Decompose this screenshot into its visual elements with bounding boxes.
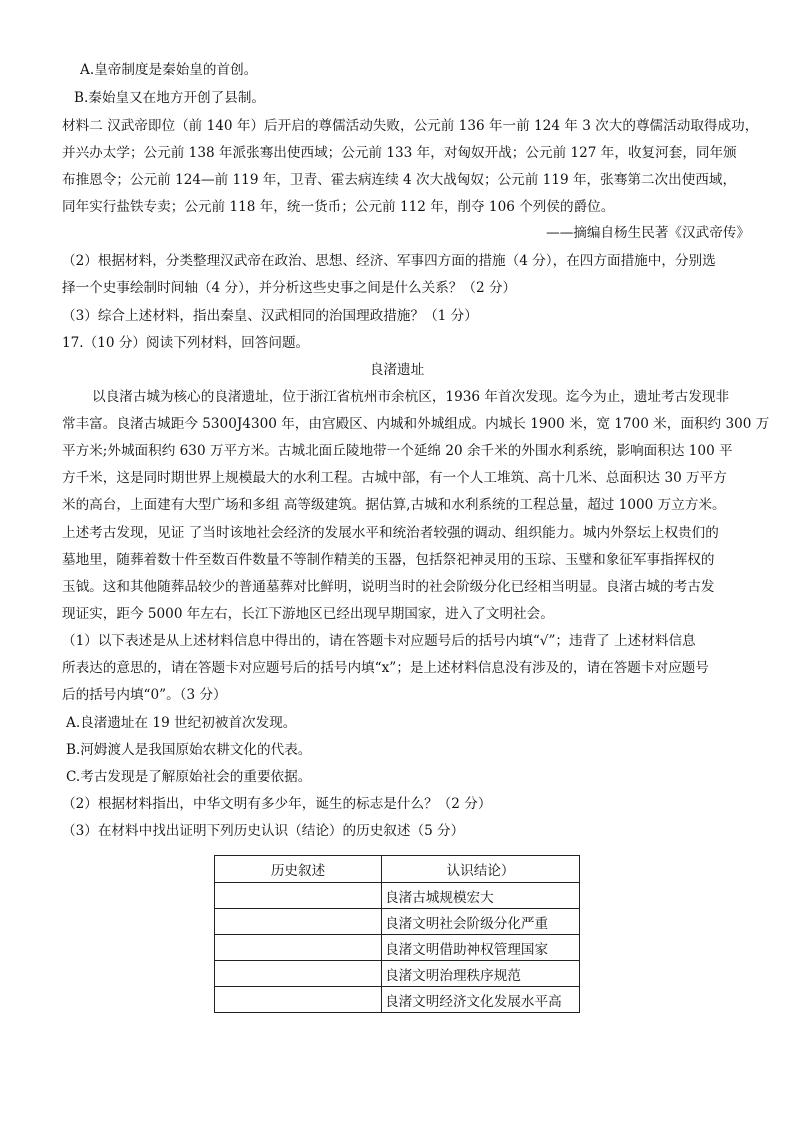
material2-line: 材料二 汉武帝即位（前 140 年）后开启的尊儒活动失败，公元前 136 年一前 124 年 3 次大的尊儒活动取得成功， [62, 118, 759, 134]
q17-part2: （2）根据材料指出，中华文明有多少年，诞生的标志是什么？（2 分） [62, 796, 492, 812]
narrative-cell [215, 909, 382, 935]
paragraph-line: 上述考古发现，见证 了当时该地社会经济的发展水平和统治者较强的调动、组织能力。城内外祭坛上权贵们的 [62, 525, 719, 541]
q16-part3: （3）综合上述材料，指出秦皇、汉武相同的治国理政措施？（1 分） [62, 308, 478, 324]
option-b-prev: B.秦始皇又在地方开创了县制。 [74, 90, 266, 106]
material2-line: 布推恩令；公元前 124—前 119 年，卫青、霍去病连续 4 次大战匈奴；公元前 119 年，张骞第二次出使西域， [62, 172, 737, 188]
option-b: B.河姆渡人是我国原始农耕文化的代表。 [66, 742, 312, 758]
narrative-cell [215, 935, 382, 961]
q17-part3: （3）在材料中找出证明下列历史认识（结论）的历史叙述（5 分） [62, 823, 465, 839]
table-row [215, 935, 580, 961]
q17-part1: （1）以下表述是从上述材料信息中得出的，请在答题卡对应题号后的括号内填“√”；违背了 上述材料信息 [62, 633, 696, 649]
q17-heading: 17.（10 分）阅读下列材料，回答问题。 [62, 335, 310, 351]
narrative-cell [215, 883, 382, 909]
header-conclusion: 认识结论） [382, 856, 580, 883]
material2-line: 并兴办太学；公元前 138 年派张骞出使西域；公元前 133 年，对匈奴开战；公元前 127 年，收复河套，同年颁 [62, 145, 737, 161]
paragraph-line: 常丰富。良渚古城距今 5300J4300 年，由宫殿区、内城和外城组成。内城长 1900 米，宽 1700 米，面积约 300 万 [62, 416, 770, 432]
paragraph-line: 以良渚古城为核心的良渚遗址，位于浙江省杭州市余杭区，1936 年首次发现。迄今为止，遗址考古发现非 [92, 389, 730, 405]
table-row [215, 883, 580, 909]
paragraph-line: 平方米;外城面积约 630 万平方米。古城北面丘陵地带一个延绵 20 余千米的外围水利系统，影响面积达 100 平 [62, 443, 733, 459]
conclusion-cell: 良渚文明社会阶级分化严重 [382, 909, 580, 935]
paragraph-line: 墓地里，随葬着数十件至数百件数量不等制作精美的玉器，包括祭祀神灵用的玉琮、玉璧和象征军事指挥权的 [62, 552, 715, 568]
conclusion-cell: 良渚古城规模宏大 [382, 883, 580, 909]
paragraph-line: 方千米，这是同时期世界上规模最大的水利工程。古城中部，有一个人工堆筑、高十几米、总面积达 30 万平方 [62, 470, 727, 486]
paragraph-line: 玉钺。这和其他随葬品较少的普通墓葬对比鲜明，说明当时的社会阶级分化已经相当明显。良渚古城的考古发 [62, 579, 715, 595]
option-c: C.考古发现是了解原始社会的重要依据。 [66, 769, 312, 785]
q16-part2: （2）根据材料，分类整理汉武帝在政治、思想、经济、军事四方面的措施（4 分），在四方面措施中，分别选 [62, 253, 716, 269]
material2-source: ——摘编自杨生民著《汉武帝传》 [546, 225, 750, 241]
option-a: A.良渚遗址在 19 世纪初被首次发现。 [66, 715, 297, 731]
conclusion-cell: 良渚文明借助神权管理国家 [382, 935, 580, 961]
table-header-row [215, 856, 580, 883]
header-narrative: 历史叙述 [215, 856, 382, 883]
table-row [215, 909, 580, 935]
q17-part1: 后的括号内填“0”。（3 分） [62, 687, 227, 703]
conclusion-cell: 良渚文明经济文化发展水平高 [382, 987, 580, 1013]
q17-part1: 所表达的意思的，请在答题卡对应题号后的括号内填“x”；是上述材料信息没有涉及的，请在答题卡对应题号 [62, 660, 709, 676]
table-row [215, 987, 580, 1013]
paragraph-line: 米的高台，上面建有大型广场和多组 高等级建筑。据估算,古城和水利系统的工程总量，超过 1000 万立方米。 [62, 497, 726, 513]
narrative-cell [215, 961, 382, 987]
history-table [214, 855, 580, 1013]
narrative-cell [215, 987, 382, 1013]
q17-title: 良渚遗址 [369, 362, 425, 378]
conclusion-cell: 良渚文明治理秩序规范 [382, 961, 580, 987]
paragraph-line: 现证实，距今 5000 年左右，长江下游地区已经出现早期国家，进入了文明社会。 [62, 606, 554, 622]
option-a-prev: A.皇帝制度是秦始皇的首创。 [80, 62, 258, 78]
table-row [215, 961, 580, 987]
q16-part2: 择一个史事绘制时间轴（4 分），并分析这些史事之间是什么关系？（2 分） [62, 280, 517, 296]
material2-line: 同年实行盐铁专卖；公元前 118 年，统一货币；公元前 112 年，削夺 106 个列侯的爵位。 [62, 199, 615, 215]
